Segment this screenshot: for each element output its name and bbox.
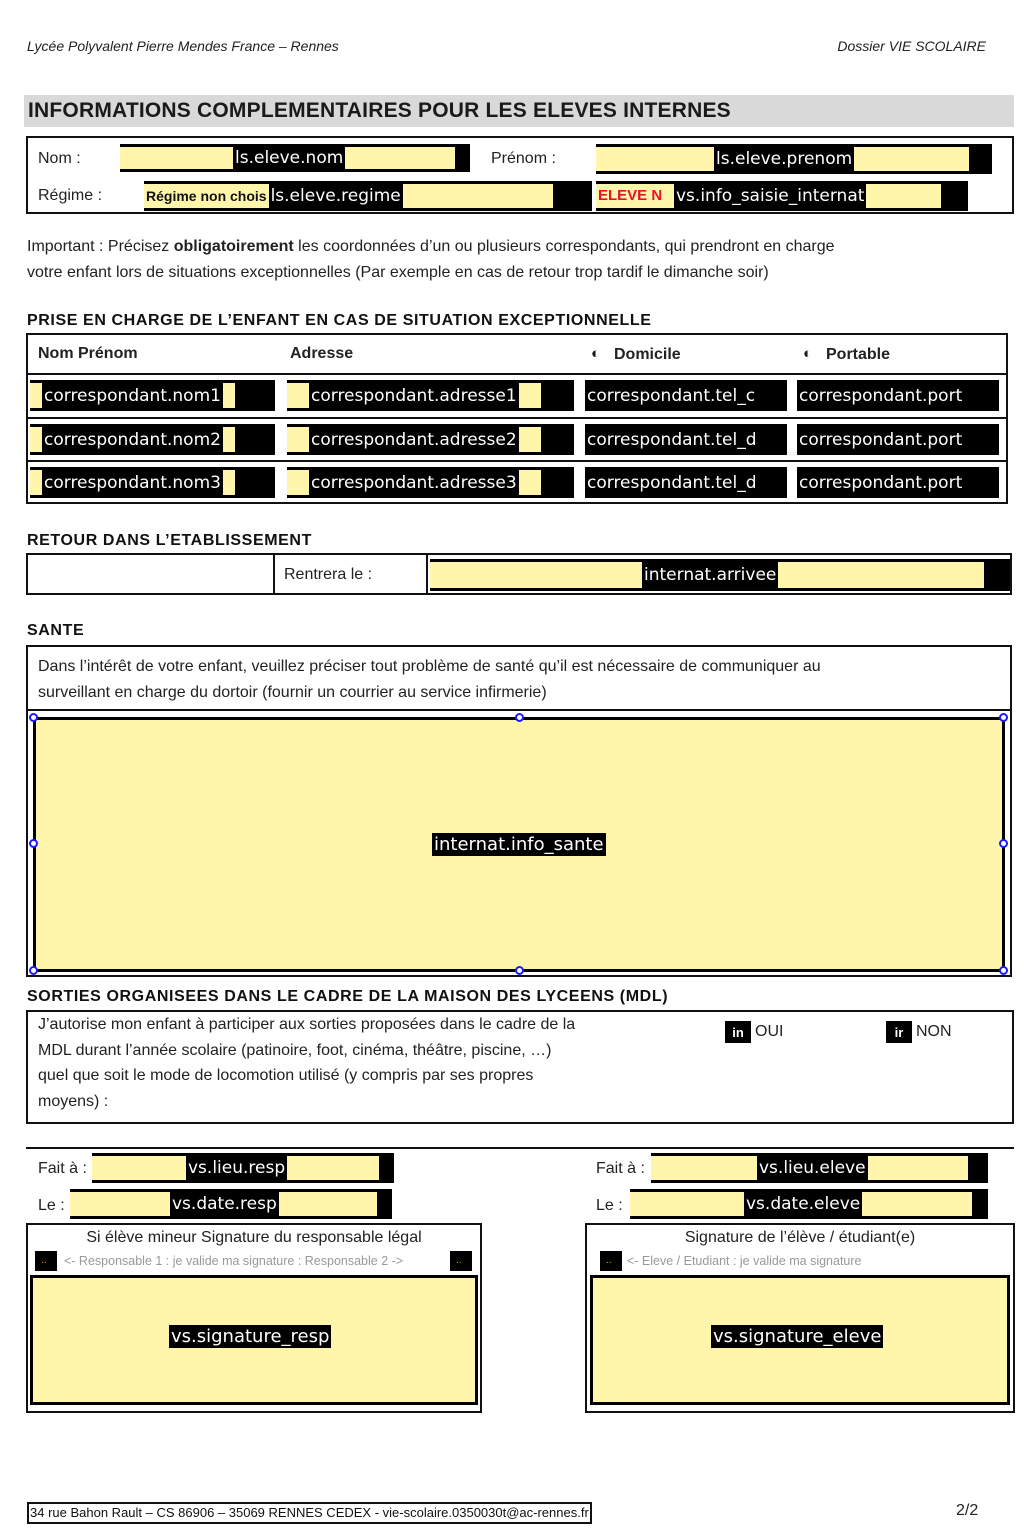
resize-handle[interactable] — [999, 839, 1008, 848]
mdl-title: SORTIES ORGANISEES DANS LE CADRE DE LA MAISON DES LYCEENS (MDL) — [27, 988, 669, 1005]
page-number: 2/2 — [956, 1502, 979, 1519]
validate-resp1-button[interactable] — [35, 1251, 57, 1271]
school-name: Lycée Polyvalent Pierre Mendes France – Rennes — [27, 38, 339, 54]
correspondant-adresse-field[interactable]: correspondant.adresse3 — [287, 467, 574, 498]
correspondant-nom-field[interactable]: correspondant.nom2 — [30, 424, 275, 455]
identity-section — [26, 136, 1014, 214]
lieu-eleve-field[interactable]: vs.lieu.eleve — [651, 1153, 988, 1183]
resize-handle[interactable] — [515, 966, 524, 975]
fait-a-resp-label: Fait à : — [38, 1160, 87, 1177]
table-row — [28, 460, 1006, 504]
footer-address: 34 rue Bahon Rault – CS 86906 – 35069 RENNES CEDEX - vie-scolaire.0350030t@ac-rennes.fr — [27, 1502, 592, 1524]
regime-field[interactable]: Régime non chois ls.eleve.regime — [144, 181, 592, 211]
rentrera-label: Rentrera le : — [284, 566, 373, 583]
prise-en-charge-title: PRISE EN CHARGE DE L’ENFANT EN CAS DE SITUATION EXCEPTIONNELLE — [27, 312, 652, 329]
correspondant-port-field[interactable]: correspondant.port — [797, 380, 999, 411]
correspondant-nom-field[interactable]: correspondant.nom3 — [30, 467, 275, 498]
phone-icon: ◐ — [803, 345, 813, 362]
resize-handle[interactable] — [29, 713, 38, 722]
sante-title: SANTE — [27, 622, 85, 639]
signature-resp-hint: <- Responsable 1 : je valide ma signature : Responsable 2 -> — [64, 1254, 404, 1268]
resize-handle[interactable] — [999, 713, 1008, 722]
signature-eleve-section — [585, 1223, 1015, 1413]
correspondant-adresse-field[interactable]: correspondant.adresse1 — [287, 380, 574, 411]
correspondant-tel-field[interactable]: correspondant.tel_d — [585, 424, 787, 455]
dossier-label: Dossier VIE SCOLAIRE — [837, 38, 986, 54]
signature-resp-title: Si élève mineur Signature du responsable légal — [86, 1229, 422, 1246]
le-resp-label: Le : — [38, 1197, 65, 1214]
mdl-text: J’autorise mon enfant à participer aux sorties proposées dans le cadre de la MDL durant l’année scolaire (patinoire, foot, cinéma, théâtre, piscine, …) quel que soit le mode de locomotion utilisé (y compris par ses propres moyens) : — [38, 1016, 576, 1110]
table-header — [28, 335, 1006, 373]
table-row — [28, 373, 1006, 419]
signature-eleve-hint: <- Eleve / Etudiant : je valide ma signature — [627, 1254, 862, 1268]
mdl-section — [26, 1010, 1014, 1124]
col-portable: Portable — [826, 346, 891, 363]
correspondant-nom-field[interactable]: correspondant.nom1 — [30, 380, 275, 411]
date-eleve-field[interactable]: vs.date.eleve — [630, 1189, 988, 1219]
important-note: Important : Précisez obligatoirement les coordonnées d’un ou plusieurs correspondants, qui prendront en charge votre enfant lors de situations exceptionnelles (Par exemple en cas de retour trop tardif le dimanche soir) — [27, 238, 835, 281]
correspondant-port-field[interactable]: correspondant.port — [797, 467, 999, 498]
regime-label: Régime : — [38, 187, 103, 204]
nom-label: Nom : — [38, 150, 81, 167]
prenom-label: Prénom : — [491, 150, 556, 167]
internat-badge: ELEVE N — [596, 184, 674, 208]
oui-checkbox[interactable]: in — [725, 1021, 751, 1043]
col-nom: Nom Prénom — [38, 345, 138, 362]
col-domicile: Domicile — [614, 346, 681, 363]
resize-handle[interactable] — [515, 713, 524, 722]
table-row — [28, 417, 1006, 463]
nom-field[interactable]: ls.eleve.nom — [120, 144, 470, 172]
correspondant-tel-field[interactable]: correspondant.tel_d — [585, 467, 787, 498]
fait-a-eleve-label: Fait à : — [596, 1160, 645, 1177]
retour-title: RETOUR DANS L’ETABLISSEMENT — [27, 532, 312, 549]
signature-resp-field[interactable]: vs.signature_resp — [30, 1275, 478, 1405]
signature-eleve-title: Signature de l’élève / étudiant(e) — [684, 1229, 916, 1246]
correspondant-tel-field[interactable]: correspondant.tel_c — [585, 380, 787, 411]
non-checkbox[interactable]: ir — [886, 1021, 912, 1043]
oui-option[interactable]: in OUI — [725, 1021, 783, 1043]
date-resp-field[interactable]: vs.date.resp — [70, 1189, 392, 1219]
resize-handle[interactable] — [29, 839, 38, 848]
correspondant-adresse-field[interactable]: correspondant.adresse2 — [287, 424, 574, 455]
arrivee-field[interactable]: internat.arrivee — [430, 559, 1010, 591]
correspondants-table — [26, 333, 1008, 504]
info-sante-field[interactable]: internat.info_sante — [33, 717, 1005, 972]
resize-handle[interactable] — [999, 966, 1008, 975]
prenom-field[interactable]: ls.eleve.prenom — [596, 144, 992, 174]
sante-instructions: Dans l’intérêt de votre enfant, veuillez préciser tout problème de santé qu’il est nécessaire de communiquer au surveillant en charge du dortoir (fournir un courrier au service infirmerie) — [38, 658, 821, 701]
validate-eleve-button[interactable] — [600, 1251, 622, 1271]
signature-eleve-field[interactable]: vs.signature_eleve — [590, 1275, 1010, 1405]
signature-resp-section — [26, 1223, 482, 1413]
resize-handle[interactable] — [29, 966, 38, 975]
internat-field[interactable]: ELEVE N vs.info_saisie_internat — [596, 181, 968, 211]
page-title: INFORMATIONS COMPLEMENTAIRES POUR LES ELEVES INTERNES — [24, 95, 1014, 127]
non-option[interactable]: ir NON — [886, 1021, 952, 1043]
correspondant-port-field[interactable]: correspondant.port — [797, 424, 999, 455]
sante-section — [26, 645, 1012, 977]
regime-default: Régime non chois — [144, 184, 269, 208]
col-adresse: Adresse — [290, 345, 354, 362]
phone-icon: ◐ — [591, 345, 601, 362]
retour-section — [26, 553, 1012, 595]
divider — [26, 1147, 1014, 1149]
le-eleve-label: Le : — [596, 1197, 623, 1214]
lieu-resp-field[interactable]: vs.lieu.resp — [92, 1153, 394, 1183]
validate-resp2-button[interactable] — [450, 1251, 472, 1271]
